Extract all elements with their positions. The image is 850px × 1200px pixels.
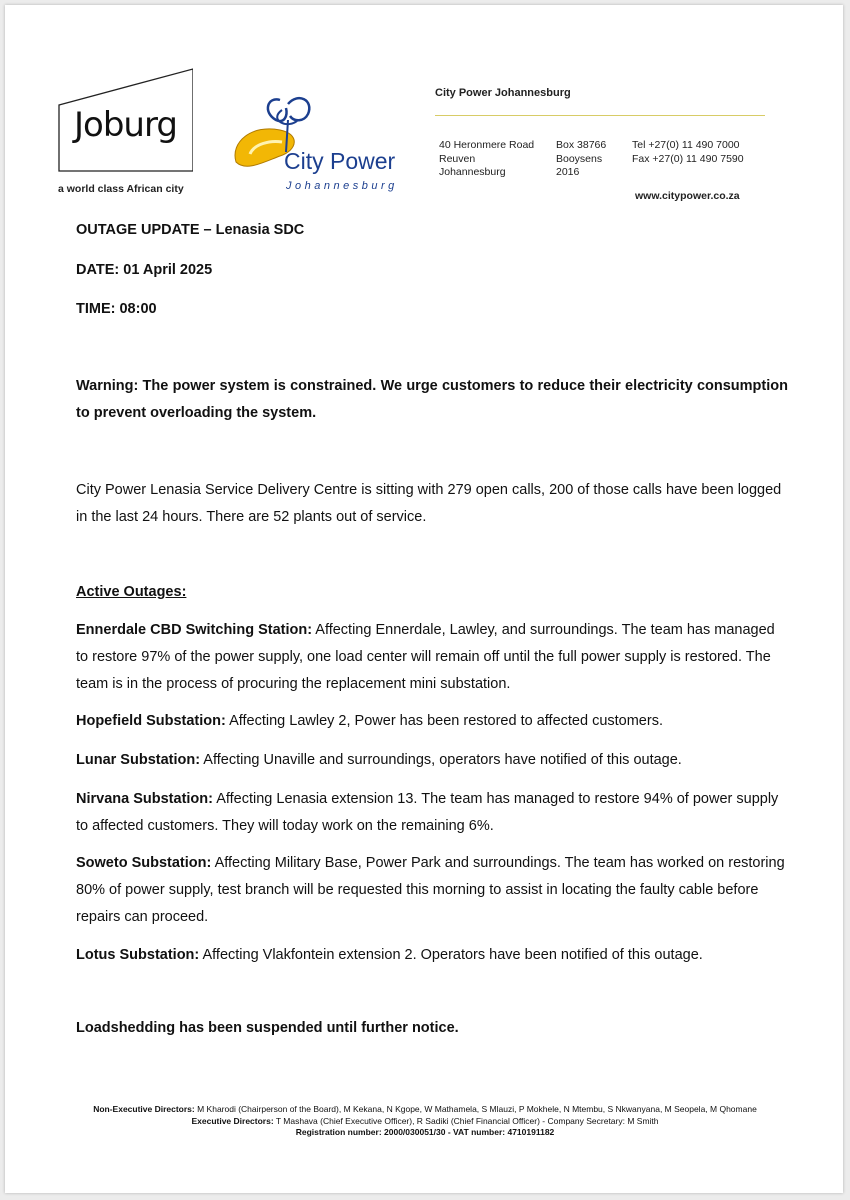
postal-address (556, 139, 606, 180)
outage-item (76, 617, 788, 698)
outage-description: Affecting Ennerdale, Lawley, and surroundings. The team has managed to restore 97% of the power supply, one load center will remain off until the full power supply is restored. The team is in the process of procuring the replacement mini substation. (76, 622, 775, 692)
street-address (439, 139, 534, 180)
company-name: City Power Johannesburg (435, 87, 571, 99)
footer-label: Non-Executive Directors: (93, 1104, 195, 1114)
outage-item (76, 850, 788, 931)
warning-paragraph: Warning: The power system is constrained. We urge customers to reduce their electricity consumption to prevent overloading the system. (76, 378, 788, 421)
outage-description: Affecting Lenasia extension 13. The team has managed to restore 94% of power supply to affected customers. They will today work on the remaining 6%. (76, 791, 779, 834)
closing-statement: Loadshedding has been suspended until further notice. (76, 1020, 459, 1036)
registration-info: Registration number: 2000/030051/30 - VAT number: 4710191182 (295, 1127, 555, 1137)
outage-description: Affecting Military Base, Power Park and surroundings. The team has worked on restoring 80% of power supply, test branch will be requested this morning to assist in locating the faulty cable before repairs can proceed. (76, 855, 785, 925)
phone-number: Tel +27(0) 11 490 7000 (632, 139, 740, 151)
active-outages-heading: Active Outages: (76, 584, 187, 600)
outage-name: Hopefield Substation: (76, 713, 226, 729)
outage-item (76, 942, 788, 969)
document-time: TIME: 08:00 (76, 301, 157, 317)
document-title: OUTAGE UPDATE – Lenasia SDC (76, 222, 305, 238)
footer-names: T Mashava (Chief Executive Officer), R Sadiki (Chief Financial Officer) - Company Secretary: M Smith (273, 1115, 659, 1126)
postal-line: 2016 (556, 166, 580, 178)
non-executive-directors (60, 1104, 790, 1116)
joburg-tagline: a world class African city (58, 183, 184, 195)
summary-paragraph: City Power Lenasia Service Delivery Centre is sitting with 279 open calls, 200 of those calls have been logged in the last 24 hours. There are 52 plants out of service. (76, 482, 782, 525)
postal-line: Box 38766 (556, 139, 607, 151)
outage-name: Soweto Substation: (76, 855, 212, 871)
joburg-wordmark: Joburg (74, 105, 177, 145)
executive-directors (60, 1116, 790, 1128)
outage-item (76, 786, 788, 840)
city-power-logo-subtitle: Johannesburg (286, 180, 398, 192)
city-power-logo-name: City Power (284, 148, 396, 174)
address-line: 40 Heronmere Road (439, 139, 535, 151)
header-divider (435, 115, 765, 116)
outage-name: Ennerdale CBD Switching Station: (76, 622, 313, 638)
footer-names: M Kharodi (Chairperson of the Board), M Kekana, N Kgope, W Mathamela, S Mlauzi, P Mokhele, N Mtembu, S Nkwanyana, M Seopela, M Qhomane (194, 1104, 757, 1114)
outage-name: Lotus Substation: (76, 947, 200, 963)
joburg-logo (57, 67, 193, 175)
footer (60, 1104, 790, 1139)
website-link[interactable]: www.citypower.co.za (635, 190, 740, 202)
outage-item (76, 708, 788, 735)
postal-line: Booysens (556, 152, 603, 165)
outage-description: Affecting Lawley 2, Power has been restored to affected customers. (225, 713, 663, 729)
outage-name: Nirvana Substation: (76, 791, 213, 807)
address-line: Johannesburg (439, 166, 506, 178)
outage-description: Affecting Unaville and surroundings, operators have notified of this outage. (200, 752, 682, 768)
outage-name: Lunar Substation: (76, 752, 201, 768)
document-date: DATE: 01 April 2025 (76, 262, 213, 278)
address-line: Reuven (439, 152, 476, 165)
contact-numbers (632, 139, 744, 166)
outage-description: Affecting Vlakfontein extension 2. Operators have been notified of this outage. (199, 947, 703, 963)
outage-item (76, 747, 788, 774)
fax-number: Fax +27(0) 11 490 7590 (632, 152, 744, 165)
footer-label: Executive Directors: (191, 1115, 274, 1126)
